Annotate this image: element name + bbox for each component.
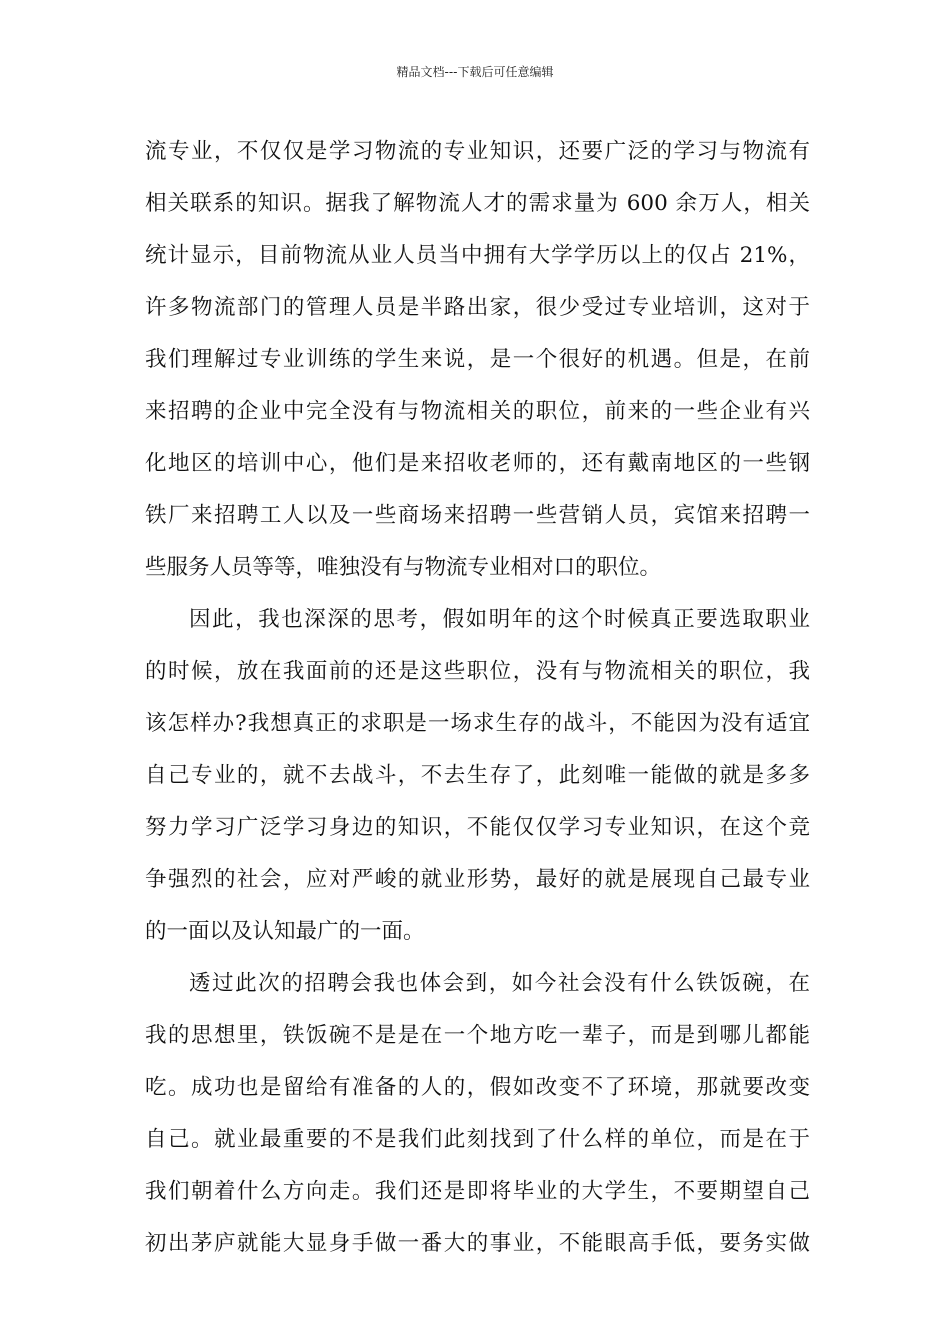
paragraph-line: 铁厂来招聘工人以及一些商场来招聘一些营销人员，宾馆来招聘一 <box>145 503 810 528</box>
paragraph-line: 许多物流部门的管理人员是半路出家，很少受过专业培训，这对于 <box>145 295 810 320</box>
paragraph-line: 我们理解过专业训练的学生来说，是一个很好的机遇。但是，在前 <box>145 347 810 372</box>
paragraph-line: 初出茅庐就能大显身手做一番大的事业，不能眼高手低，要务实做 <box>145 1231 810 1256</box>
paragraph-line: 化地区的培训中心，他们是来招收老师的，还有戴南地区的一些钢 <box>145 451 810 476</box>
paragraph-2 <box>145 598 810 962</box>
paragraph-line: 我们朝着什么方向走。我们还是即将毕业的大学生，不要期望自己 <box>145 1179 810 1204</box>
document-body <box>145 130 810 1274</box>
paragraph-line: 自己。就业最重要的不是我们此刻找到了什么样的单位，而是在于 <box>145 1127 810 1152</box>
paragraph-line: 自己专业的，就不去战斗，不去生存了，此刻唯一能做的就是多多 <box>145 763 810 788</box>
paragraph-line: 我的思想里，铁饭碗不是是在一个地方吃一辈子，而是到哪儿都能 <box>145 1023 810 1048</box>
paragraph-line: 争强烈的社会，应对严峻的就业形势，最好的就是展现自己最专业 <box>145 867 810 892</box>
paragraph-line: 该怎样办?我想真正的求职是一场求生存的战斗，不能因为没有适宜 <box>145 711 810 736</box>
paragraph-line: 统计显示，目前物流从业人员当中拥有大学学历以上的仅占 21%， <box>145 243 810 268</box>
paragraph-line: 的时候，放在我面前的还是这些职位，没有与物流相关的职位，我 <box>145 659 810 684</box>
page-header: 精品文档---下载后可任意编辑 <box>396 65 554 79</box>
paragraph-1 <box>145 130 810 598</box>
paragraph-line: 因此，我也深深的思考，假如明年的这个时候真正要选取职业 <box>189 607 810 632</box>
paragraph-line: 来招聘的企业中完全没有与物流相关的职位，前来的一些企业有兴 <box>145 399 810 424</box>
paragraph-line: 吃。成功也是留给有准备的人的，假如改变不了环境，那就要改变 <box>145 1075 810 1100</box>
paragraph-line: 努力学习广泛学习身边的知识，不能仅仅学习专业知识，在这个竞 <box>145 815 810 840</box>
paragraph-line: 流专业，不仅仅是学习物流的专业知识，还要广泛的学习与物流有 <box>145 139 810 164</box>
paragraph-line: 透过此次的招聘会我也体会到，如今社会没有什么铁饭碗，在 <box>189 971 810 996</box>
paragraph-line: 些服务人员等等，唯独没有与物流专业相对口的职位。 <box>145 555 662 580</box>
paragraph-3 <box>145 962 810 1274</box>
paragraph-line: 的一面以及认知最广的一面。 <box>145 919 425 944</box>
paragraph-line: 相关联系的知识。据我了解物流人才的需求量为 600 余万人，相关 <box>145 191 810 216</box>
